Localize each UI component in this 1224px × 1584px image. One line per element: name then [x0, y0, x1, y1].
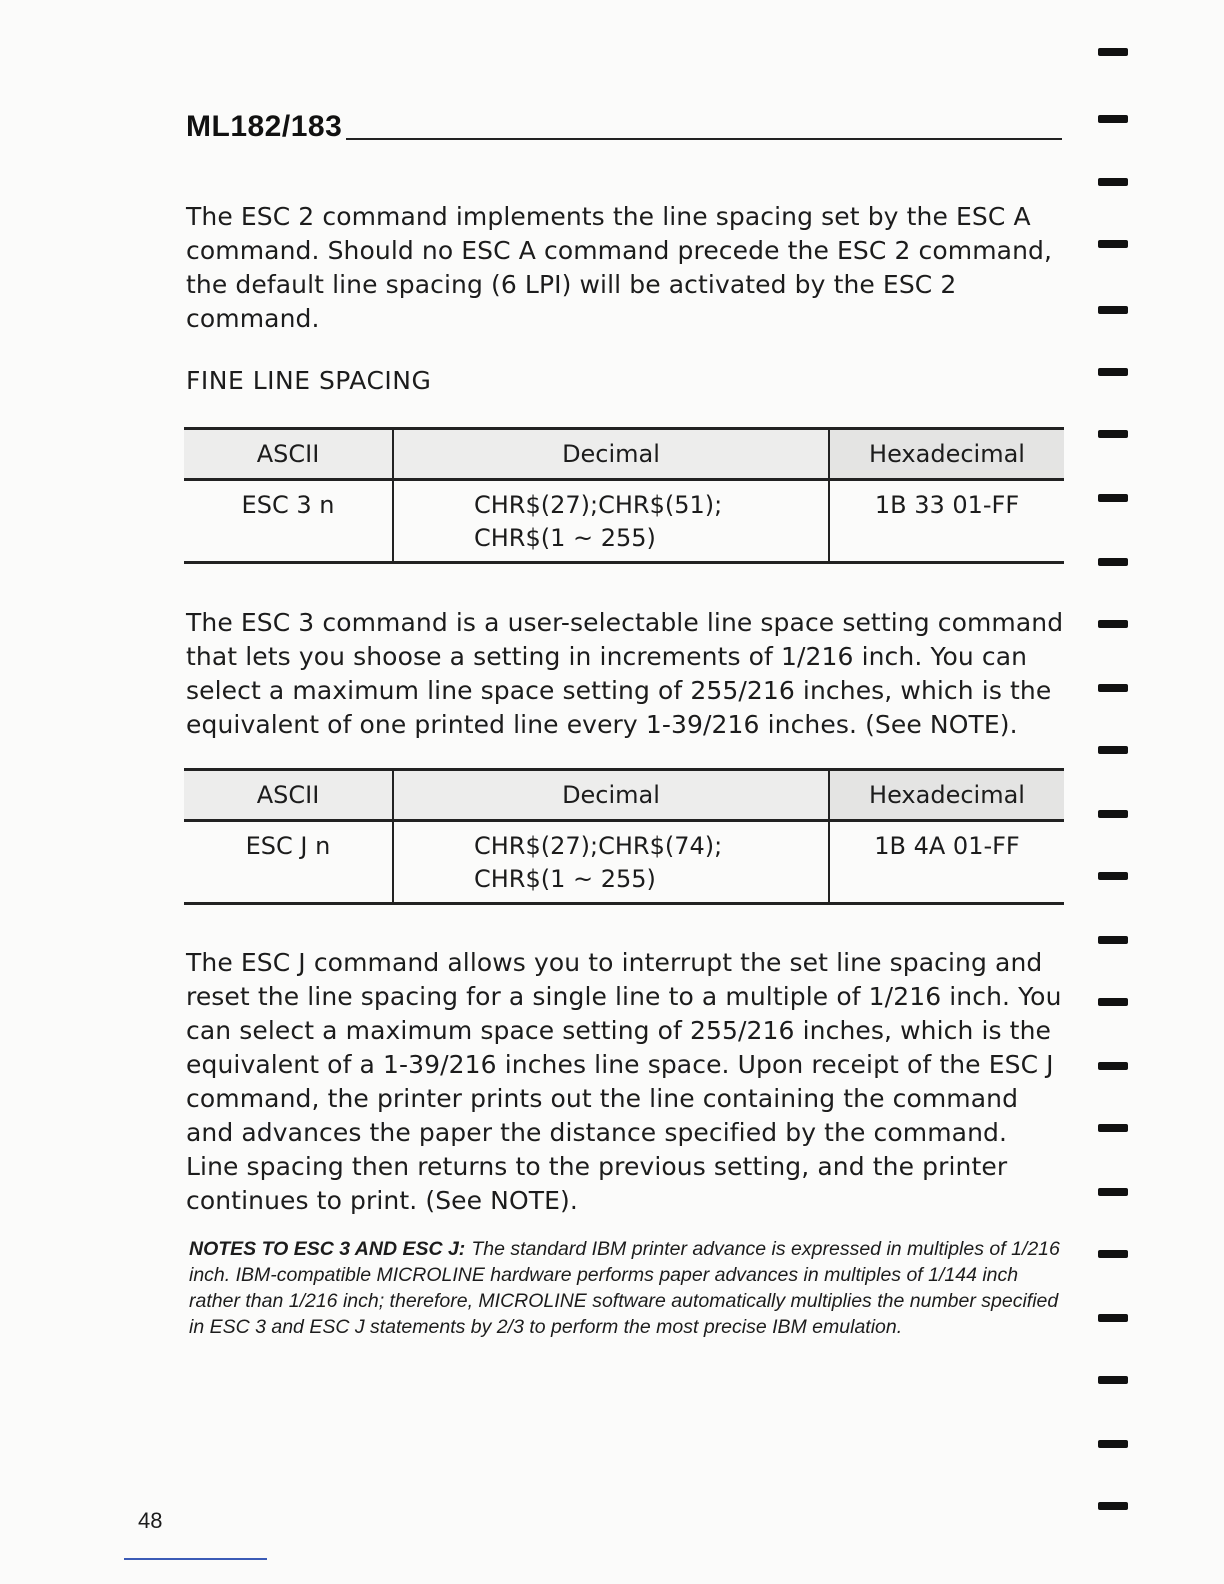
notes-block	[189, 1236, 1069, 1340]
decimal-line-1: CHR$(27);CHR$(74);	[474, 832, 723, 860]
header-rule	[346, 138, 1062, 140]
tab-mark	[1098, 115, 1128, 123]
running-header	[186, 106, 1062, 142]
table-row	[184, 480, 1064, 563]
header-ascii: ASCII	[184, 770, 393, 821]
binding-tab-marks	[1098, 0, 1138, 1584]
tab-mark	[1098, 1502, 1128, 1510]
decimal-line-2: CHR$(1 ~ 255)	[474, 865, 656, 893]
page-number: 48	[138, 1508, 163, 1533]
table-row	[184, 821, 1064, 904]
cell-decimal	[393, 821, 829, 904]
tab-mark	[1098, 1314, 1128, 1322]
tab-mark	[1098, 936, 1128, 944]
paragraph-escj: The ESC J command allows you to interrupt the set line spacing and reset the line spacing for a single line to a multiple of 1/216 inch. You can select a maximum space setting of 255/216 inches, which is the equivalent of a 1-39/216 inches line space. Upon receipt of the ESC J command, the printer prints out the line containing the command and advances the paper the distance specified by the command. Line spacing then returns to the previous setting, and the printer continues to print. (See NOTE).	[186, 948, 1062, 1215]
tab-mark	[1098, 178, 1128, 186]
table-header-row	[184, 770, 1064, 821]
command-table-esc3	[184, 427, 1064, 564]
tab-mark	[1098, 494, 1128, 502]
tab-mark	[1098, 558, 1128, 566]
cell-hexadecimal: 1B 4A 01-FF	[829, 821, 1064, 904]
cell-hexadecimal: 1B 33 01-FF	[829, 480, 1064, 563]
tab-mark	[1098, 746, 1128, 754]
tab-mark	[1098, 620, 1128, 628]
tab-mark	[1098, 998, 1128, 1006]
tab-mark	[1098, 48, 1128, 56]
header-decimal: Decimal	[393, 770, 829, 821]
cell-ascii: ESC J n	[184, 821, 393, 904]
footer-line	[124, 1558, 267, 1560]
tab-mark	[1098, 1188, 1128, 1196]
command-table-escj	[184, 768, 1064, 905]
tab-mark	[1098, 1124, 1128, 1132]
tab-mark	[1098, 240, 1128, 248]
table-header-row	[184, 429, 1064, 480]
tab-mark	[1098, 306, 1128, 314]
tab-mark	[1098, 1250, 1128, 1258]
section-heading: FINE LINE SPACING	[186, 366, 432, 395]
model-title: ML182/183	[186, 110, 343, 143]
tab-mark	[1098, 872, 1128, 880]
header-hexadecimal: Hexadecimal	[829, 429, 1064, 480]
notes-text: The standard IBM printer advance is expressed in multiples of 1/216 inch. IBM-compatible MICROLINE hardware performs paper advances in multiples of 1/144 inch rather than 1/216 inch; therefore, MICROLINE software automatically multiplies the number specified in ESC 3 and ESC J statements by 2/3 to perform the most precise IBM emulation.	[189, 1238, 1060, 1338]
tab-mark	[1098, 1440, 1128, 1448]
notes-lead: NOTES TO ESC 3 AND ESC J:	[189, 1238, 466, 1260]
tab-mark	[1098, 1062, 1128, 1070]
cell-decimal	[393, 480, 829, 563]
paragraph-esc2: The ESC 2 command implements the line spacing set by the ESC A command. Should no ESC A command precede the ESC 2 command, the default line spacing (6 LPI) will be activated by the ESC 2 command.	[186, 202, 1053, 333]
cell-ascii: ESC 3 n	[184, 480, 393, 563]
decimal-line-2: CHR$(1 ~ 255)	[474, 524, 656, 552]
paragraph-esc3: The ESC 3 command is a user-selectable line space setting command that lets you shoose a setting in increments of 1/216 inch. You can select a maximum line space setting of 255/216 inches, which is the equivalent of one printed line every 1-39/216 inches. (See NOTE).	[186, 608, 1064, 739]
tab-mark	[1098, 430, 1128, 438]
tab-mark	[1098, 1376, 1128, 1384]
header-hexadecimal: Hexadecimal	[829, 770, 1064, 821]
header-decimal: Decimal	[393, 429, 829, 480]
header-ascii: ASCII	[184, 429, 393, 480]
tab-mark	[1098, 810, 1128, 818]
decimal-line-1: CHR$(27);CHR$(51);	[474, 491, 723, 519]
tab-mark	[1098, 684, 1128, 692]
tab-mark	[1098, 368, 1128, 376]
